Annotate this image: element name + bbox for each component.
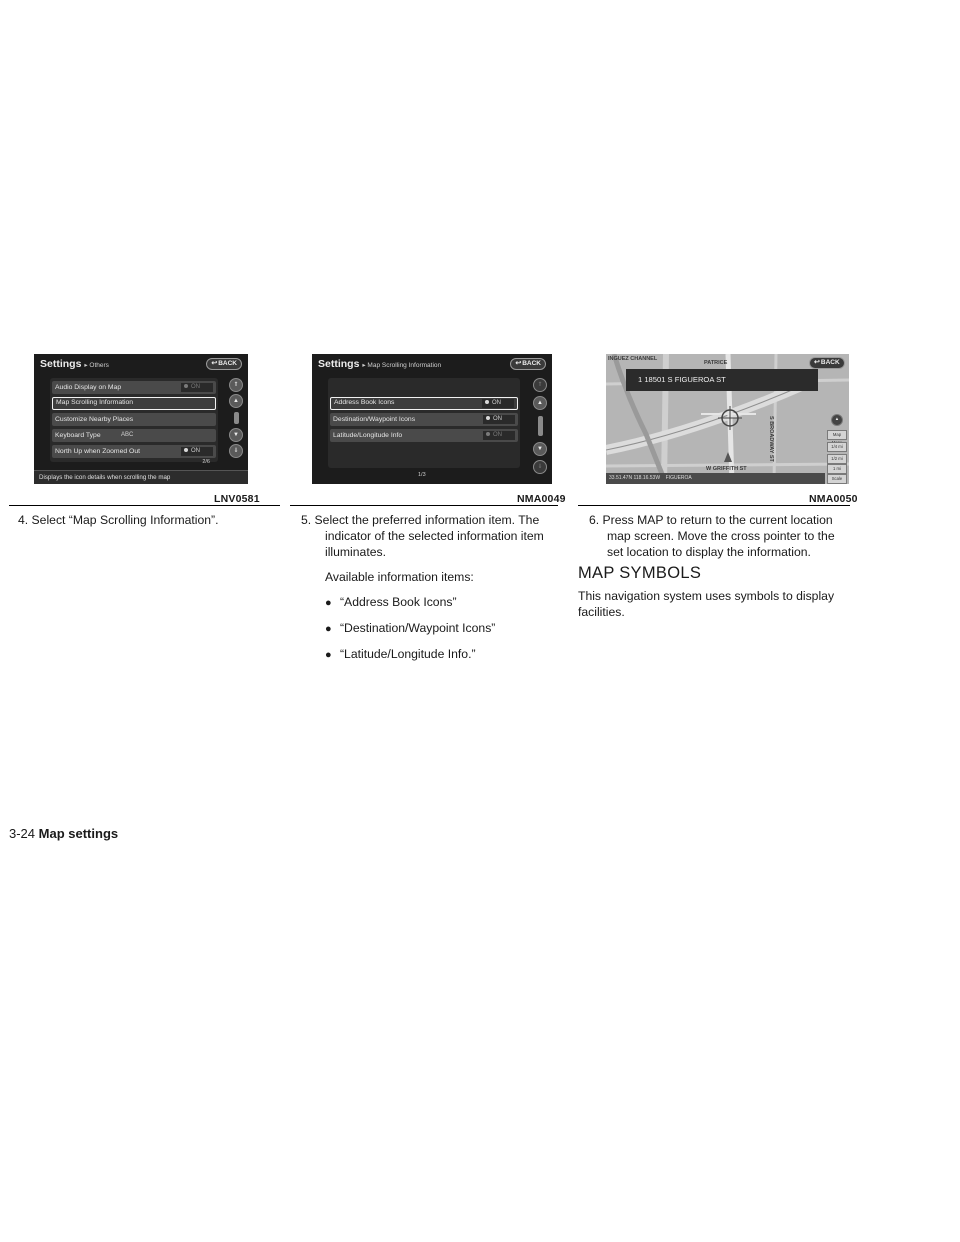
indicator-light-icon [184,448,188,452]
screen-title: Settings ▸ Others [40,358,109,370]
keyboard-value: ABC [121,432,134,438]
menu-item-destination-waypoint-icons[interactable]: Destination/Waypoint Icons ON [330,413,518,426]
section-title: Map settings [38,826,119,841]
step-5-line-3: illuminates. [325,545,386,559]
step-6-line-3: set location to display the information. [607,545,811,559]
status-indicator: ON [181,383,213,392]
scroll-page-down-icon[interactable]: ⇓ [533,460,547,474]
bullet-icon: ● [325,623,332,635]
list-item: ● “Address Book Icons” [325,595,457,609]
figure-caption: NMA0050 [809,493,858,505]
indicator-light-icon [485,400,489,404]
scroll-up-icon[interactable]: ▲ [229,394,243,408]
settings-list [328,378,520,468]
map-label-broadway: S BROADWAY ST [768,416,774,462]
screen-title: Settings ▸ Map Scrolling Information [318,358,442,370]
step-6-line-1: 6. Press MAP to return to the current location [589,513,833,527]
page-indicator: 1/3 [418,472,426,478]
scroll-page-up-icon[interactable]: ⇑ [533,378,547,392]
section-body-line-1: This navigation system uses symbols to display [578,589,835,603]
caption-rule [578,505,850,506]
list-item: ● “Destination/Waypoint Icons” [325,621,496,635]
back-arrow-icon: ↩ [814,359,820,366]
back-arrow-icon: ↩ [211,360,218,367]
caption-rule [290,505,558,506]
indicator-light-icon [486,416,490,420]
coordinates-bar: 33.51.47N 118.16.53W FIGUEROA [606,473,825,484]
compass-icon[interactable]: ▲ [831,414,843,426]
menu-item-lat-long-info[interactable]: Latitude/Longitude Info ON [330,429,518,442]
settings-list [50,378,218,462]
scale-button[interactable]: Scale [827,474,847,484]
map-side-panel [814,354,849,484]
list-item: ● “Latitude/Longitude Info.” [325,647,476,661]
map-label-patrice: PATRICE [704,360,728,366]
section-body-line-2: facilities. [578,605,625,619]
scroll-down-icon[interactable]: ▼ [229,428,243,442]
bullet-icon: ● [325,597,332,609]
scroll-page-down-icon[interactable]: ⇓ [229,444,243,458]
page-footer [9,826,118,841]
step-4: 4. Select “Map Scrolling Information”. [18,513,219,527]
scroll-up-icon[interactable]: ▲ [533,396,547,410]
figure-map-scrolling-settings [312,354,552,484]
step-5-line-1: 5. Select the preferred information item. The [301,513,540,527]
back-button[interactable]: ↩BACK [809,357,845,369]
step-6-line-2: map screen. Move the cross pointer to the [607,529,835,543]
figure-caption: LNV0581 [214,493,260,505]
map-menu-button[interactable]: Map [827,430,847,440]
scroll-thumb[interactable] [234,412,239,424]
status-indicator: ON [483,415,515,424]
back-button[interactable]: ↩BACK [510,358,546,370]
menu-item-north-up[interactable]: North Up when Zoomed Out ON [52,445,216,458]
page-number: 3-24 [9,826,36,841]
menu-item-map-scrolling-info[interactable]: Map Scrolling Information [52,397,216,410]
page-indicator: 2/6 [202,459,210,465]
indicator-light-icon [184,384,188,388]
status-indicator: ON [181,447,213,456]
status-indicator: ON [483,431,515,440]
step-5-line-2: indicator of the selected information item [325,529,544,543]
scroll-page-up-icon[interactable]: ⇑ [229,378,243,392]
menu-item-address-book-icons[interactable]: Address Book Icons ON [330,397,518,410]
scale-button-quarter[interactable]: 1/4 mi [827,442,847,452]
address-banner: 1 18501 S FIGUEROA ST [626,369,818,391]
figure-caption: NMA0049 [517,493,566,505]
figure-settings-others [34,354,248,484]
menu-item-audio-display[interactable]: Audio Display on Map ON [52,381,216,394]
scale-button-one[interactable]: 1 mi [827,464,847,474]
scroll-thumb[interactable] [538,416,543,436]
map-canvas[interactable] [606,354,849,484]
scale-button-half[interactable]: 1/2 mi [827,454,847,464]
map-label-channel: INGUEZ CHANNEL [608,356,658,362]
status-indicator: ON [482,399,514,408]
scroll-down-icon[interactable]: ▼ [533,442,547,456]
bullet-icon: ● [325,649,332,661]
back-button[interactable]: ↩BACK [206,358,242,370]
menu-item-keyboard-type[interactable]: Keyboard Type ABC [52,429,216,442]
menu-item-customize-nearby[interactable]: Customize Nearby Places [52,413,216,426]
indicator-light-icon [486,432,490,436]
section-heading: MAP SYMBOLS [578,564,702,582]
figure-map-screen [606,354,849,484]
back-arrow-icon: ↩ [515,360,522,367]
help-footer: Displays the icon details when scrolling the map [34,470,248,484]
map-label-griffith: W GRIFFITH ST [706,466,747,472]
step-5-available: Available information items: [325,570,474,584]
caption-rule [9,505,280,506]
